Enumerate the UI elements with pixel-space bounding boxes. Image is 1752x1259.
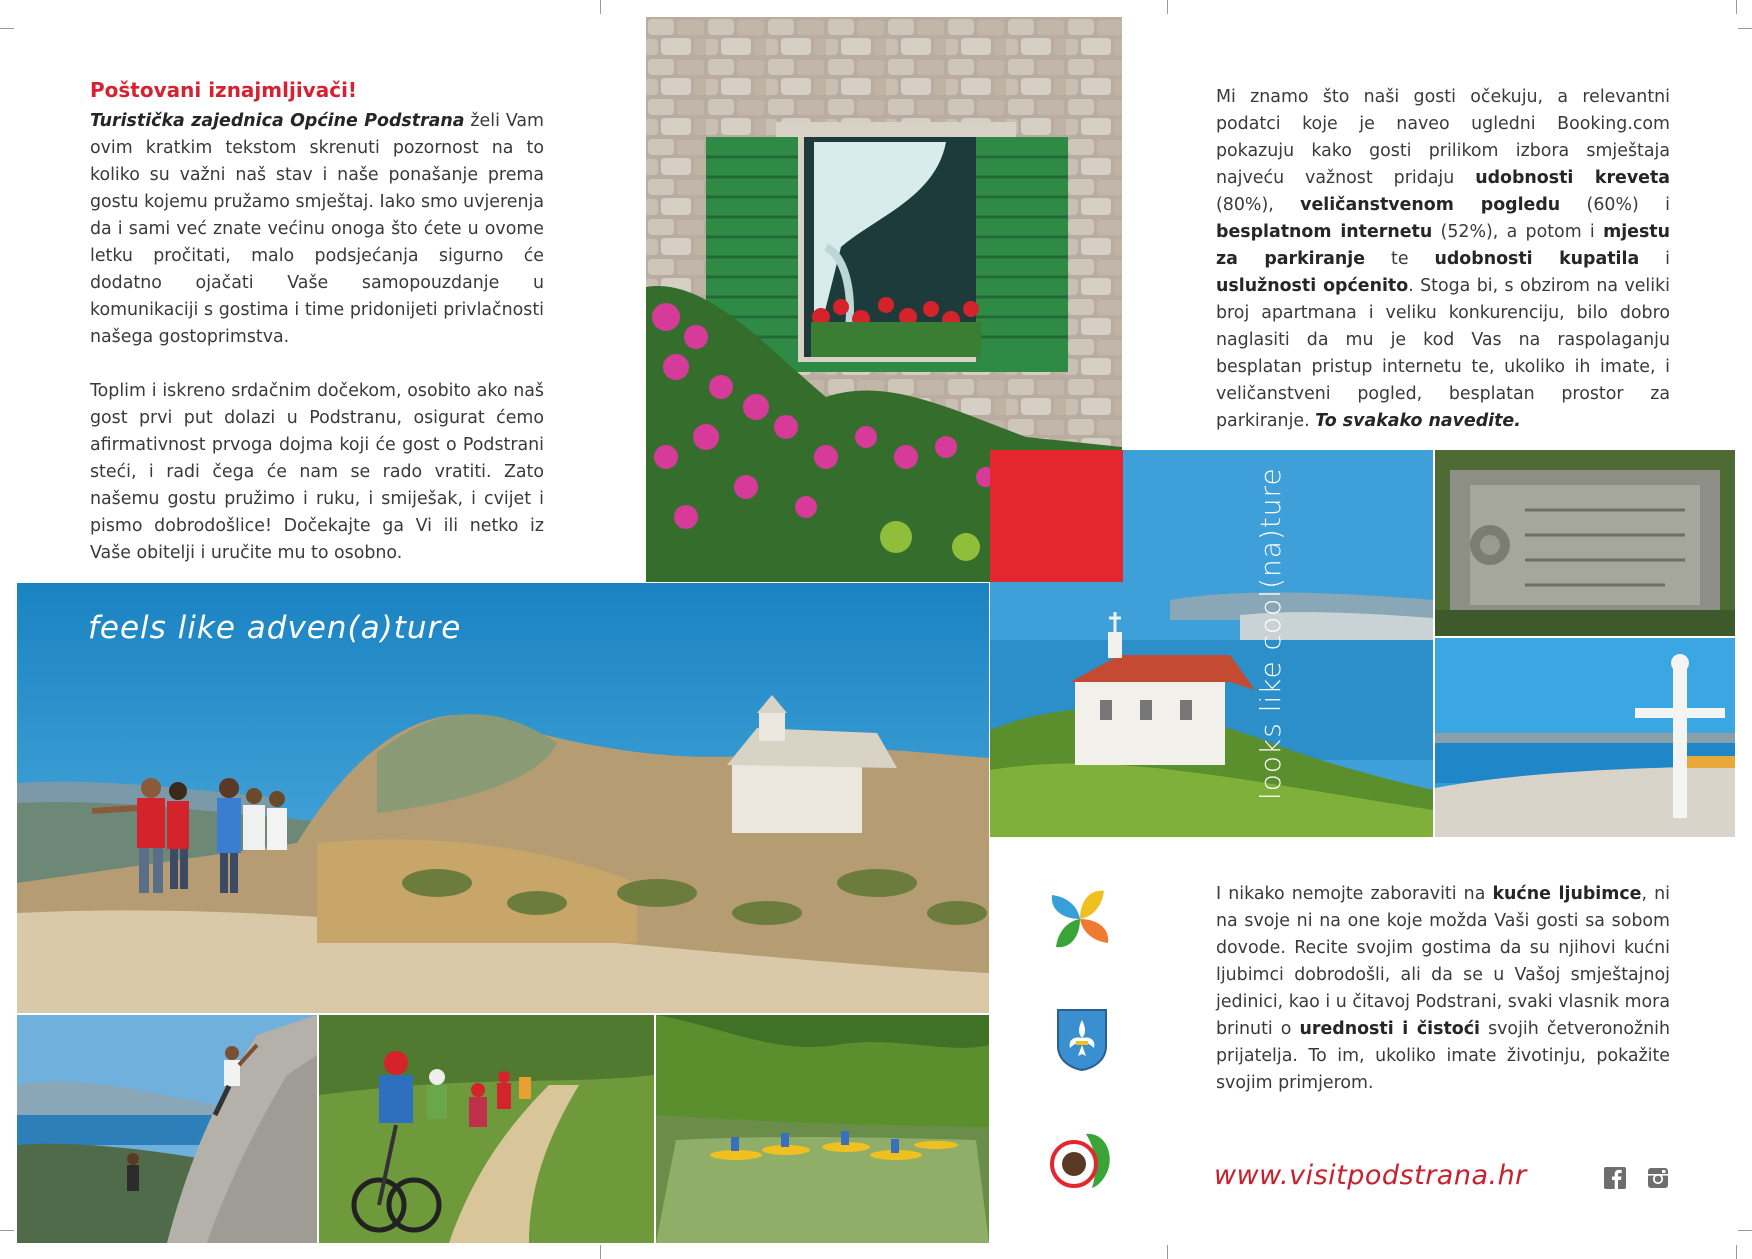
adventure-slogan: feels like adven(a)ture (88, 610, 462, 646)
cycling-photo (319, 1015, 654, 1243)
church-sea-photo (990, 450, 1433, 837)
booking-text-6: i (1639, 249, 1670, 269)
intro-lead: Turistička zajednica Općine Podstrana (90, 111, 465, 131)
pets-bold-cleanliness: urednosti i čistoći (1299, 1019, 1480, 1039)
pets-text-2: , ni na svoje ni na one koje možda Vaši gosti sa sobom dovode. Recite svojim gostima da su njihovi kućni ljubimci dobrodošli, ali da se u Vašoj smještajnoj jedinici, kao i u čitavoj Podstrani, svaki vlasnik mora brinuti o (1216, 884, 1670, 1039)
booking-bold-service: uslužnosti općenito (1216, 276, 1409, 296)
website-link[interactable]: www.visitpodstrana.hr (1214, 1160, 1527, 1191)
booking-bold-parking: mjestu za parkiranje (1216, 222, 1670, 269)
sword-monument-photo (1435, 638, 1735, 837)
booking-text-1: Mi znamo što naši gosti očekuju, a relevantni podatci koje je naveo ugledni Booking.com pokazuju kako gosti prilikom izbora smještaja najveću važnost pridaju (1216, 87, 1670, 188)
booking-bold-note: To svakako navedite. (1315, 411, 1521, 431)
booking-text-2: (80%), (1216, 195, 1301, 215)
booking-text-7: . Stoga bi, s obzirom na veliki broj apartmana i veliku konkurenciju, bilo dobro naglasiti da mu je kod Vas na raspolaganju besplatan pristup internetu te, ukoliko ih imate, i veličanstveni pogled, besplatan prostor za parkiranje. (1216, 276, 1670, 431)
booking-bold-bed: udobnosti kreveta (1475, 168, 1670, 188)
pinwheel-logo-icon (1044, 883, 1116, 955)
welcome-paragraph: Toplim i iskreno srdačnim dočekom, osobito ako naš gost prvi put dolazi u Podstranu, osigurat ćemo afirmativnost prvoga dojma koji će gost o Podstrani steći, i radi čega će nam se rado vratiti. Zato našemu gostu pružimo i ruku, i smiješak, i cvijet i pismo dobrodošlice! Dočekajte ga Vi ili netko iz Vaše obitelji i uručite mu to osobno. (90, 381, 544, 563)
booking-bold-bathroom: udobnosti kupatila (1434, 249, 1640, 269)
booking-text-3: (60%) i (1560, 195, 1670, 215)
pets-bold-pets: kućne ljubimce (1492, 884, 1642, 904)
hiking-photo (17, 583, 989, 1013)
booking-text-5: te (1365, 249, 1435, 269)
climbing-photo (17, 1015, 317, 1243)
booking-bold-view: veličanstvenom pogledu (1300, 195, 1561, 215)
intro-rest: želi Vam ovim kratkim tekstom skrenuti pozornost na to koliko su važni naš stav i naše ponašanje prema gostu kojemu pružamo smještaj. Iako smo uvjerenja da i sami već znate većinu onoga što ćete u ovome letku pročitati, malo podsjećanja sigurno će dodatno ojačati Vaše samopouzdanje u komunikaciji s gostima i time pridonijeti privlačnosti našega gostoprimstva. (90, 111, 544, 347)
coat-of-arms-icon (1056, 1008, 1108, 1072)
nature-slogan: looks like cool(na)ture (1254, 467, 1287, 800)
podstrana-logo-icon (1048, 1128, 1114, 1190)
booking-paragraph (1216, 84, 1670, 435)
stone-inscription-photo (1435, 450, 1735, 636)
pets-text-1: I nikako nemojte zaboraviti na (1216, 884, 1493, 904)
pets-text-3: svojih četveronožnih prijatelja. To im, ukoliko imate životinju, pokažite svojim primjerom. (1216, 1019, 1670, 1093)
pets-paragraph (1216, 881, 1670, 1097)
page-heading: Poštovani iznajmljivači! (90, 78, 358, 102)
intro-paragraph (90, 108, 544, 351)
instagram-icon[interactable] (1647, 1167, 1669, 1189)
booking-text-4: (52%), a potom i (1432, 222, 1604, 242)
booking-bold-internet: besplatnom internetu (1216, 222, 1433, 242)
facebook-icon[interactable] (1604, 1167, 1626, 1189)
kayak-photo (656, 1015, 989, 1243)
left-text-column (90, 78, 544, 567)
